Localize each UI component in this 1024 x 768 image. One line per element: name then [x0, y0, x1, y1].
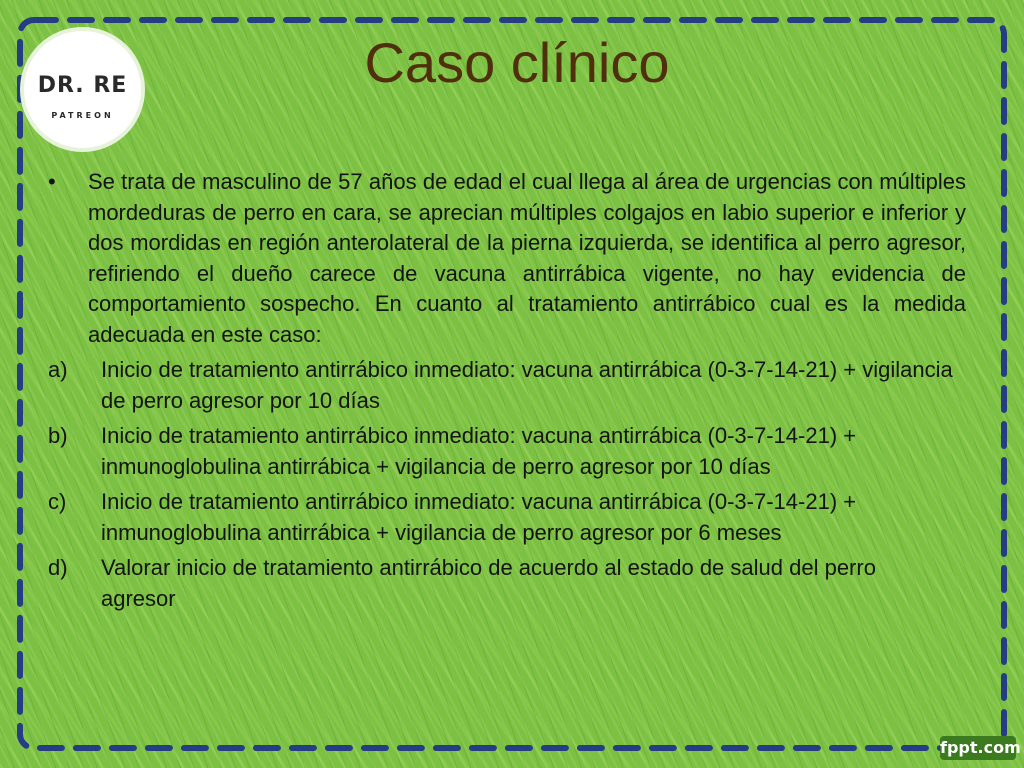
answer-options [48, 355, 966, 614]
logo-main-text: DR. RE [37, 73, 128, 98]
option-letter: d) [48, 555, 68, 580]
fppt-watermark: fppt.com [940, 736, 1016, 760]
option-letter: a) [48, 357, 68, 382]
option-d [48, 553, 966, 614]
logo-sub-text: PATREON [51, 111, 114, 120]
dr-re-logo [20, 27, 145, 152]
option-text: Valorar inicio de tratamiento antirrábico de acuerdo al estado de salud del perro agresor [101, 555, 876, 611]
option-text: Inicio de tratamiento antirrábico inmediato: vacuna antirrábica (0-3-7-14-21) + vigilancia de perro agresor por 10 días [101, 357, 953, 413]
option-b [48, 421, 966, 482]
option-letter: c) [48, 489, 67, 514]
option-letter: b) [48, 423, 68, 448]
slide-body [48, 167, 966, 614]
case-text: Se trata de masculino de 57 años de edad el cual llega al área de urgencias con múltiples mordeduras de perro en cara, se aprecian múltiples colgajos en labio superior e inferior y dos mordidas en región anterolateral de la pierna izquierda, se identifica al perro agresor, refiriendo el dueño carece de vacuna antirrábica vigente, no hay evidencia de comportamiento sospecho. En cuanto al tratamiento antirrábico cual es la medida adecuada en este caso: [88, 169, 966, 347]
bullet-icon: • [48, 169, 56, 194]
option-text: Inicio de tratamiento antirrábico inmediato: vacuna antirrábica (0-3-7-14-21) + inmunoglobulina antirrábica + vigilancia de perro agresor por 6 meses [101, 489, 857, 545]
option-c [48, 487, 966, 548]
option-a [48, 355, 966, 416]
option-text: Inicio de tratamiento antirrábico inmediato: vacuna antirrábica (0-3-7-14-21) + inmunoglobulina antirrábica + vigilancia de perro agresor por 10 días [101, 423, 857, 479]
slide-title: Caso clínico [364, 31, 670, 94]
case-description [48, 167, 966, 350]
